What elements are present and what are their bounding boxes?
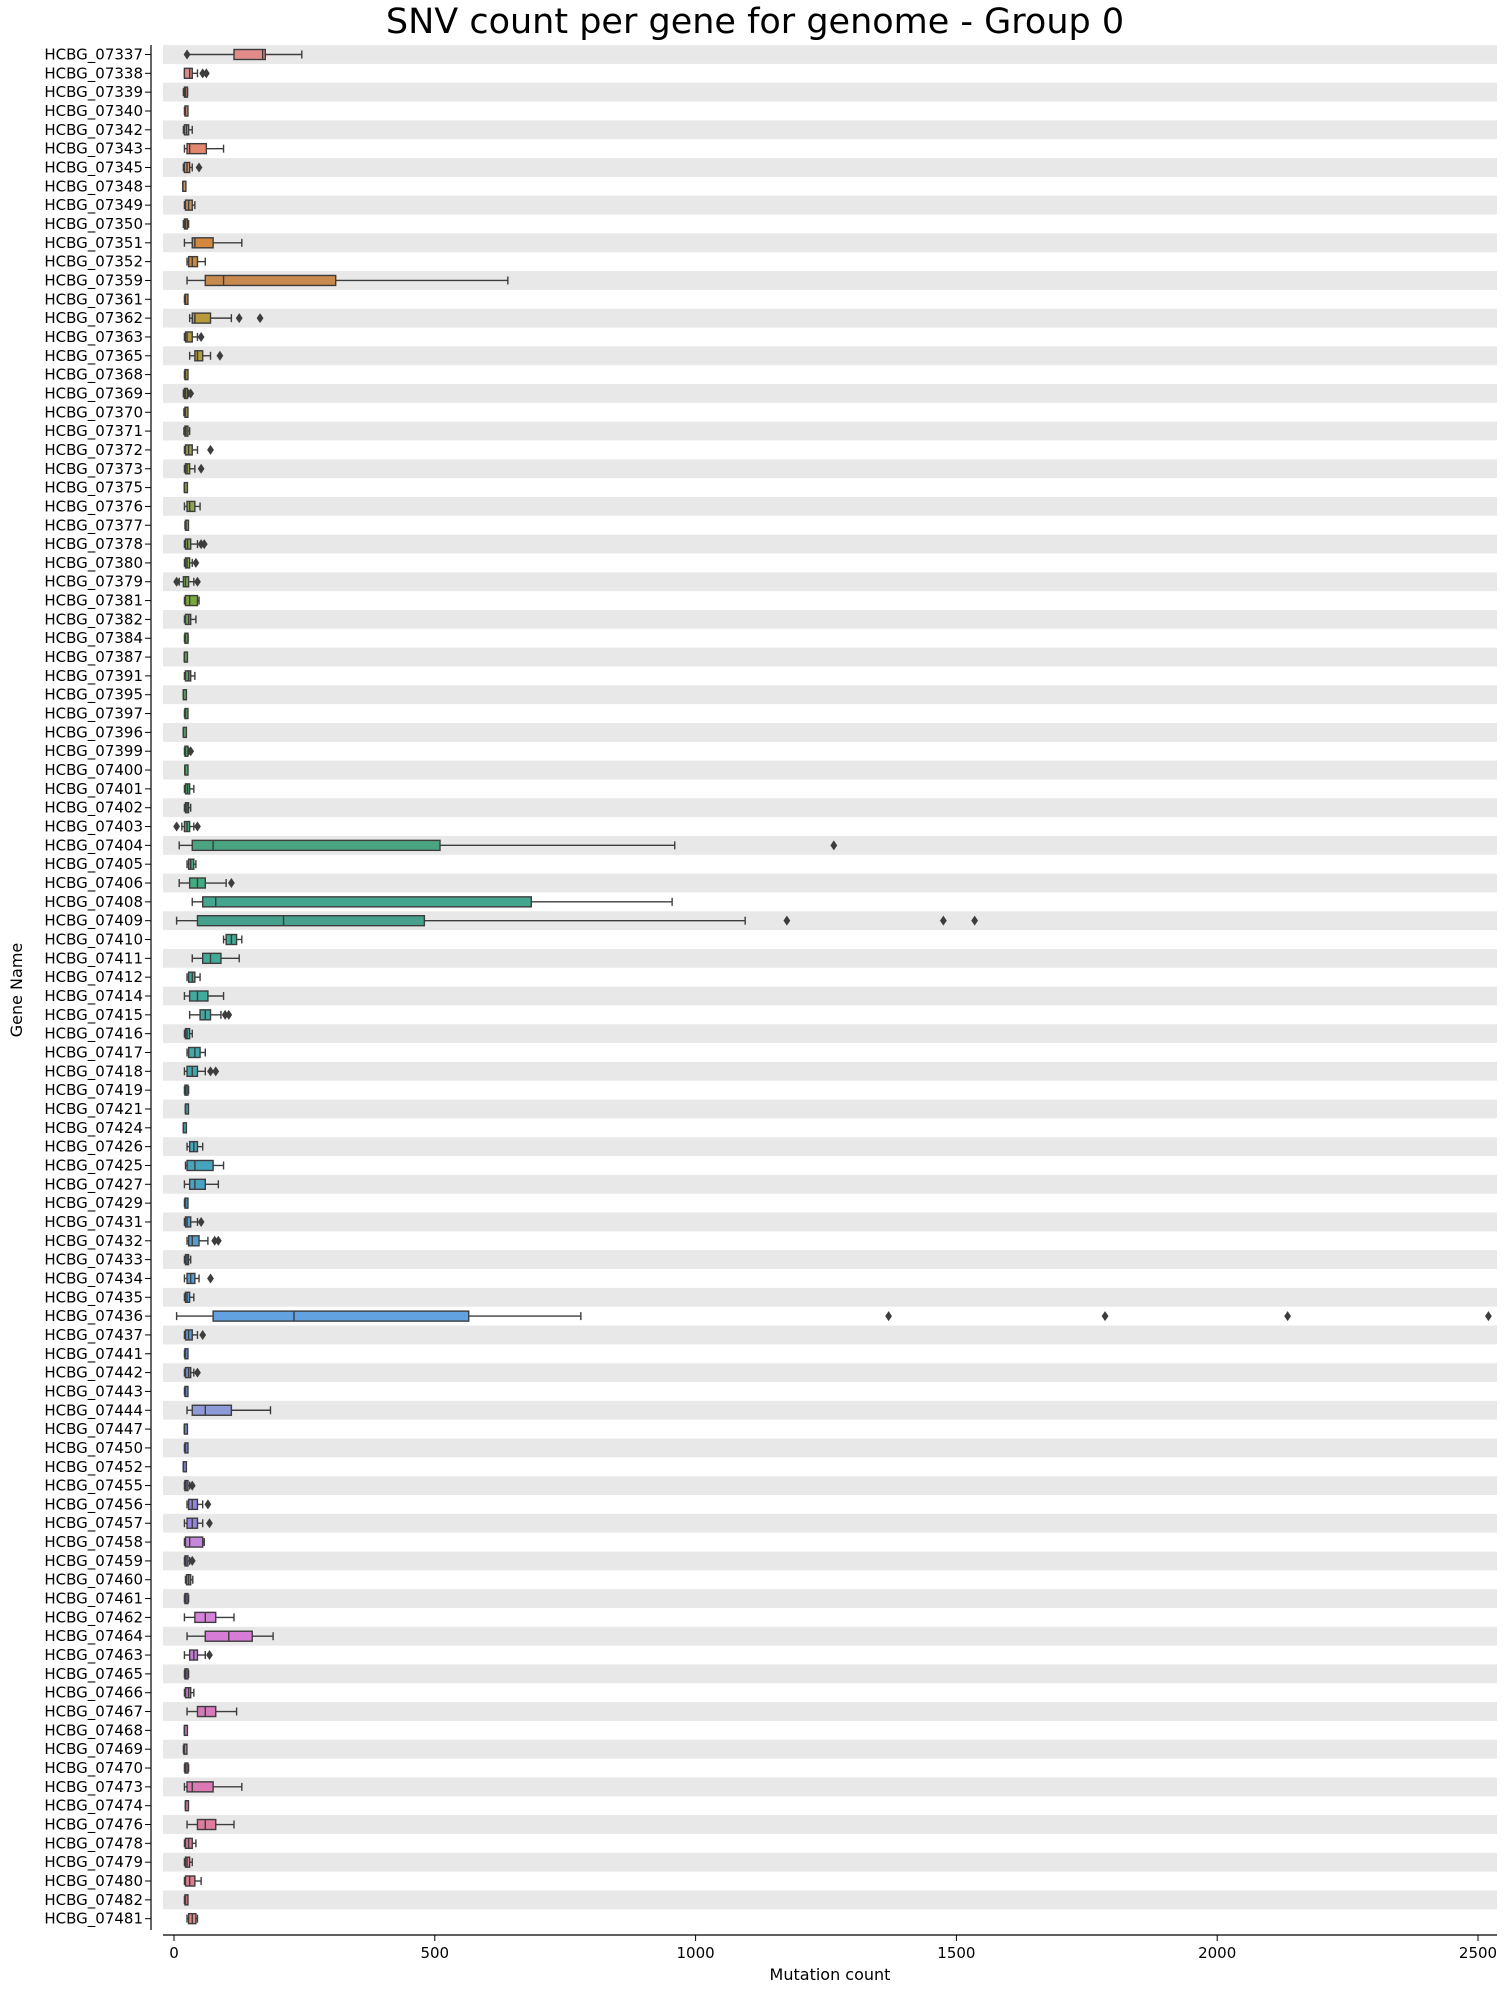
gene-box-hcbg_07396 [183,727,186,737]
iqr-box [189,1236,199,1246]
row-stripe [163,949,1497,968]
y-tick-label: HCBG_07378 [44,535,143,554]
row-stripe [163,1062,1497,1081]
outlier-point [225,1010,232,1020]
row-stripe [163,459,1497,478]
row-stripe [163,1740,1497,1759]
y-tick-label: HCBG_07463 [44,1646,143,1665]
y-tick-label: HCBG_07391 [44,666,143,685]
outlier-point [1102,1311,1109,1321]
iqr-box [187,1782,213,1792]
y-tick-label: HCBG_07455 [44,1476,143,1495]
y-tick-label: HCBG_07433 [44,1250,143,1269]
y-tick-label: HCBG_07458 [44,1533,143,1552]
row-stripe [163,874,1497,893]
row-stripe [163,1476,1497,1495]
y-tick-label: HCBG_07408 [44,892,143,911]
y-tick-label: HCBG_07409 [44,911,143,930]
y-tick-label: HCBG_07418 [44,1062,143,1081]
y-tick-label: HCBG_07421 [44,1099,143,1118]
gene-box-hcbg_07460 [185,1575,192,1585]
row-stripe [163,1326,1497,1345]
row-stripe [163,987,1497,1006]
gene-box-hcbg_07379 [173,577,201,587]
gene-box-hcbg_07436 [177,1311,1492,1321]
y-tick-label: HCBG_07466 [44,1683,143,1702]
iqr-box [197,916,424,926]
iqr-box [184,68,192,78]
y-tick-label: HCBG_07456 [44,1495,143,1514]
outlier-point [193,558,200,568]
row-stripe [163,422,1497,441]
y-tick-label: HCBG_07459 [44,1551,143,1570]
outlier-point [1284,1311,1291,1321]
iqr-box [203,953,221,963]
y-tick-label: HCBG_07361 [44,290,143,309]
outlier-point [198,332,205,342]
outlier-point [205,1499,212,1509]
gene-box-hcbg_07461 [184,1594,188,1604]
iqr-box [213,1311,469,1321]
y-tick-label: HCBG_07443 [44,1382,143,1401]
y-tick-label: HCBG_07400 [44,761,143,780]
iqr-box [192,1405,231,1415]
row-stripe [163,1175,1497,1194]
y-tick-label: HCBG_07338 [44,64,143,83]
gene-box-hcbg_07370 [184,407,188,417]
gene-box-hcbg_07478 [184,1838,195,1848]
y-tick-label: HCBG_07444 [44,1401,143,1420]
gene-box-hcbg_07408 [192,897,672,907]
row-stripe [163,798,1497,817]
row-stripe [163,1589,1497,1608]
iqr-box [185,1537,202,1547]
y-tick-label: HCBG_07345 [44,158,143,177]
row-stripe [163,1551,1497,1570]
row-stripe [163,497,1497,516]
row-stripe [163,196,1497,215]
outlier-point [1485,1311,1492,1321]
row-stripe [163,1514,1497,1533]
row-stripe [163,83,1497,102]
y-tick-label: HCBG_07474 [44,1796,143,1815]
x-ticks [169,1935,1497,1962]
y-tick-label: HCBG_07380 [44,553,143,572]
y-tick-label: HCBG_07429 [44,1194,143,1213]
gene-box-hcbg_07403 [173,822,201,832]
row-stripe [163,1100,1497,1119]
y-tick-label: HCBG_07397 [44,704,143,723]
iqr-box [190,1179,206,1189]
gene-box-hcbg_07387 [184,652,187,662]
y-tick-label: HCBG_07432 [44,1231,143,1250]
y-tick-label: HCBG_07337 [44,45,143,64]
y-tick-label: HCBG_07470 [44,1759,143,1778]
x-tick-label: 2000 [1198,1944,1237,1962]
row-stripe [163,610,1497,629]
gene-box-hcbg_07474 [185,1801,188,1811]
gene-box-hcbg_07399 [184,746,194,756]
gene-box-hcbg_07350 [183,219,188,229]
gene-box-hcbg_07456 [187,1499,211,1509]
y-tick-label: HCBG_07414 [44,987,143,1005]
gene-box-hcbg_07375 [184,483,187,493]
y-tick-label: HCBG_07435 [44,1288,143,1307]
gene-box-hcbg_07361 [184,294,188,304]
row-stripe [163,233,1497,252]
row-stripe [163,1890,1497,1909]
y-tick-label: HCBG_07481 [44,1909,143,1928]
gene-box-hcbg_07397 [184,709,188,719]
gene-box-hcbg_07425 [185,1160,223,1170]
y-tick-label: HCBG_07375 [44,478,143,497]
x-tick-label: 1000 [676,1944,715,1962]
row-stripe [163,120,1497,139]
y-tick-label: HCBG_07467 [44,1702,143,1721]
gene-box-hcbg_07405 [187,859,196,869]
y-tick-label: HCBG_07437 [44,1325,143,1344]
gene-box-hcbg_07381 [184,596,199,606]
row-stripe [163,761,1497,780]
row-stripe [163,1815,1497,1834]
y-tick-label: HCBG_07447 [44,1420,143,1439]
y-tick-label: HCBG_07362 [44,309,143,328]
iqr-box [197,1707,215,1717]
gene-box-hcbg_07429 [184,1198,188,1208]
y-tick-label: HCBG_07368 [44,365,143,384]
x-tick-label: 500 [420,1944,450,1962]
gene-box-hcbg_07372 [184,445,213,455]
gene-box-hcbg_07400 [185,765,188,775]
outlier-point [207,445,214,455]
y-tick-label: HCBG_07415 [44,1005,143,1024]
iqr-box [189,1499,198,1509]
y-tick-label: HCBG_07450 [44,1438,143,1457]
y-tick-label: HCBG_07419 [44,1081,143,1100]
gene-box-hcbg_07482 [184,1895,188,1905]
gene-box-hcbg_07465 [184,1669,188,1679]
gene-box-hcbg_07410 [224,935,242,945]
y-tick-label: HCBG_07465 [44,1664,143,1683]
gene-box-hcbg_07481 [187,1914,197,1924]
gene-box-hcbg_07395 [183,690,186,700]
gene-box-hcbg_07470 [184,1763,188,1773]
y-tick-label: HCBG_07373 [44,459,143,478]
x-axis-label: Mutation count [769,1965,891,1984]
gene-box-hcbg_07450 [184,1443,188,1453]
row-stripe [163,1853,1497,1872]
row-stripe [163,1439,1497,1458]
row-stripe [163,648,1497,667]
gene-box-hcbg_07339 [183,87,187,97]
gene-box-hcbg_07343 [184,144,223,154]
iqr-box [185,596,197,606]
row-stripe [163,1137,1497,1156]
row-stripe [163,158,1497,177]
y-tick-label: HCBG_07431 [44,1212,143,1231]
row-stripe [163,384,1497,403]
x-tick-label: 0 [169,1944,179,1962]
y-tick-label: HCBG_07349 [44,196,143,215]
iqr-box [234,50,265,60]
iqr-box [197,1820,215,1830]
iqr-box [203,897,532,907]
y-tick-label: HCBG_07480 [44,1872,143,1891]
y-tick-label: HCBG_07376 [44,497,143,516]
y-tick-label: HCBG_07473 [44,1777,143,1796]
gene-box-hcbg_07417 [187,1047,205,1057]
y-tick-label: HCBG_07403 [44,817,143,836]
y-tick-label: HCBG_07382 [44,610,143,629]
y-tick-label: HCBG_07436 [44,1307,143,1326]
y-tick-label: HCBG_07343 [44,139,143,158]
row-stripes [163,45,1497,1909]
chart-title: SNV count per gene for genome - Group 0 [385,2,1125,42]
gene-box-hcbg_07384 [184,633,188,643]
iqr-box [205,275,335,285]
iqr-box [192,840,440,850]
y-tick-label: HCBG_07476 [44,1815,143,1834]
y-tick-label: HCBG_07457 [44,1514,143,1533]
y-tick-label: HCBG_07370 [44,403,143,422]
y-tick-label: HCBG_07417 [44,1043,143,1062]
y-tick-label: HCBG_07410 [44,930,143,949]
row-stripe [163,1213,1497,1232]
outlier-point [215,1236,222,1246]
y-tick-label: HCBG_07350 [44,214,143,233]
y-tick-label: HCBG_07427 [44,1175,143,1194]
y-tick-label: HCBG_07377 [44,516,143,535]
y-tick-label: HCBG_07402 [44,798,143,817]
y-tick-label: HCBG_07468 [44,1721,143,1740]
outlier-point [203,68,210,78]
iqr-box [189,257,198,267]
iqr-box [187,501,195,511]
row-stripe [163,685,1497,704]
gene-box-hcbg_07458 [184,1537,204,1547]
gene-box-hcbg_07368 [184,370,188,380]
y-axis-label: Gene Name [7,942,26,1038]
row-stripe [163,1363,1497,1382]
y-tick-label: HCBG_07369 [44,384,143,403]
gene-box-hcbg_07432 [187,1236,222,1246]
row-stripe [163,1664,1497,1683]
row-stripe [163,309,1497,328]
y-tick-label: HCBG_07460 [44,1570,143,1589]
gene-box-hcbg_07391 [184,671,194,681]
y-tick-label: HCBG_07351 [44,233,143,252]
iqr-box [190,991,208,1001]
gene-box-hcbg_07401 [184,784,193,794]
y-tick-label: HCBG_07441 [44,1344,143,1363]
gene-box-hcbg_07412 [187,972,200,982]
y-tick-label: HCBG_07416 [44,1024,143,1043]
iqr-box [185,1217,190,1227]
y-tick-label: HCBG_07478 [44,1834,143,1853]
y-tick-label: HCBG_07401 [44,779,143,798]
outlier-point [173,822,180,832]
y-tick-label: HCBG_07404 [44,836,143,855]
y-tick-label: HCBG_07461 [44,1589,143,1608]
y-tick-label: HCBG_07469 [44,1740,143,1759]
y-tick-label: HCBG_07348 [44,177,143,196]
gene-box-hcbg_07373 [184,464,204,474]
x-tick-label: 2500 [1458,1944,1498,1962]
gene-box-hcbg_07338 [184,68,209,78]
iqr-box [187,1160,213,1170]
row-stripe [163,1627,1497,1646]
y-tick-label: HCBG_07372 [44,440,143,459]
row-stripe [163,346,1497,365]
gene-box-hcbg_07419 [184,1085,188,1095]
gene-box-hcbg_07377 [185,520,189,530]
gene-box-hcbg_07452 [183,1462,186,1472]
outlier-point [206,1650,213,1660]
y-tick-label: HCBG_07395 [44,685,143,704]
iqr-box [195,351,203,361]
gene-box-hcbg_07441 [184,1349,188,1359]
gene-box-hcbg_07469 [183,1744,187,1754]
gene-box-hcbg_07421 [185,1104,188,1114]
gene-box-hcbg_07443 [184,1386,188,1396]
y-tick-label: HCBG_07339 [44,83,143,102]
y-tick-label: HCBG_07434 [44,1269,143,1288]
y-tick-label: HCBG_07452 [44,1457,143,1476]
gene-box-hcbg_07468 [184,1725,187,1735]
gene-box-hcbg_07447 [184,1424,187,1434]
y-tick-label: HCBG_07352 [44,252,143,271]
row-stripe [163,45,1497,64]
y-tick-label: HCBG_07425 [44,1156,143,1175]
row-stripe [163,1250,1497,1269]
y-tick-label: HCBG_07384 [44,629,143,648]
y-tick-label: HCBG_07482 [44,1890,143,1909]
gene-box-hcbg_07434 [184,1273,213,1283]
y-tick-label: HCBG_07479 [44,1853,143,1872]
y-tick-label: HCBG_07396 [44,723,143,742]
gene-box-hcbg_07424 [183,1123,186,1133]
y-tick-label: HCBG_07411 [44,949,143,968]
y-tick-label: HCBG_07342 [44,120,143,139]
y-tick-label: HCBG_07371 [44,422,143,441]
gene-box-hcbg_07462 [184,1612,234,1622]
row-stripe [163,1024,1497,1043]
y-tick-label: HCBG_07412 [44,968,143,987]
gene-box-hcbg_07348 [183,181,186,191]
x-tick-label: 1500 [937,1944,976,1962]
y-tick-label: HCBG_07406 [44,874,143,893]
row-stripe [163,572,1497,591]
y-tick-labels [44,46,151,1929]
outlier-point [194,822,201,832]
gene-box-hcbg_07340 [184,106,188,116]
y-tick-label: HCBG_07462 [44,1608,143,1627]
gene-box-hcbg_07463 [184,1650,212,1660]
y-tick-label: HCBG_07381 [44,591,143,610]
y-tick-label: HCBG_07442 [44,1363,143,1382]
y-tick-label: HCBG_07379 [44,572,143,591]
row-stripe [163,1702,1497,1721]
row-stripe [163,723,1497,742]
y-tick-label: HCBG_07363 [44,327,143,346]
gene-box-hcbg_07345 [183,162,202,172]
y-tick-label: HCBG_07405 [44,855,143,874]
y-tick-label: HCBG_07399 [44,742,143,761]
gene-box-hcbg_07480 [184,1876,201,1886]
gene-box-hcbg_07352 [187,257,205,267]
y-tick-label: HCBG_07424 [44,1118,143,1137]
row-stripe [163,1777,1497,1796]
gene-box-hcbg_07415 [190,1010,233,1020]
y-tick-label: HCBG_07426 [44,1137,143,1156]
row-stripe [163,1401,1497,1420]
y-tick-label: HCBG_07340 [44,101,143,120]
outlier-point [207,1273,214,1283]
y-tick-label: HCBG_07365 [44,346,143,365]
y-tick-label: HCBG_07359 [44,271,143,290]
gene-box-hcbg_07363 [184,332,204,342]
y-tick-label: HCBG_07387 [44,648,143,667]
gene-box-hcbg_07466 [184,1688,193,1698]
row-stripe [163,535,1497,554]
outlier-point [885,1311,892,1321]
y-tick-label: HCBG_07464 [44,1627,143,1646]
gene-box-hcbg_07380 [184,558,199,568]
row-stripe [163,1288,1497,1307]
